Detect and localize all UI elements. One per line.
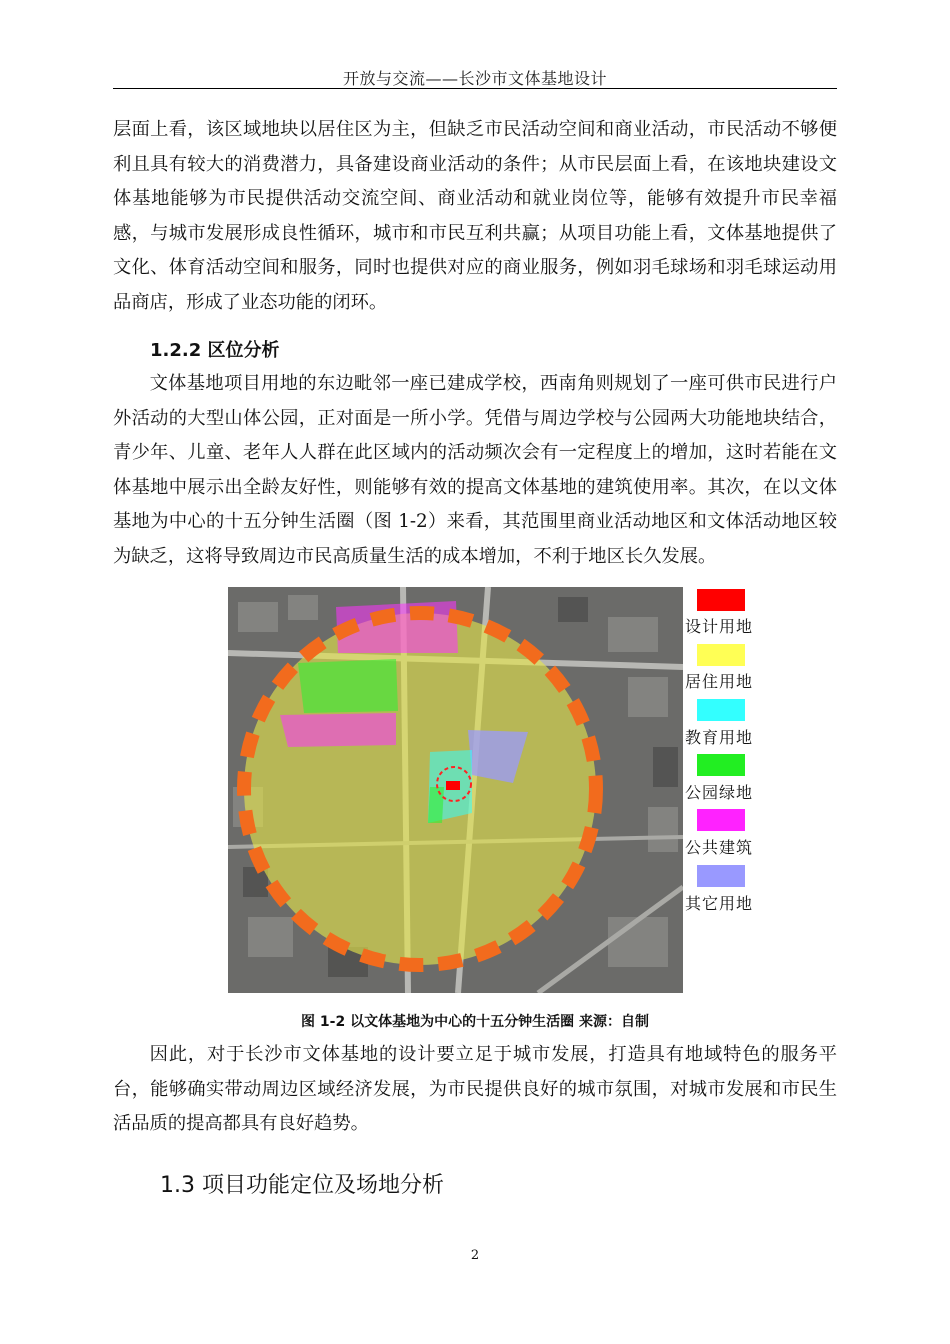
- legend-swatch-education: [697, 699, 745, 721]
- legend-swatch-residential: [697, 644, 745, 666]
- legend-swatch-design-site: [697, 589, 745, 611]
- figure-caption: 图 1-2 以文体基地为中心的十五分钟生活圈 来源：自制: [301, 1014, 649, 1030]
- running-header: 开放与交流——长沙市文体基地设计: [342, 69, 607, 88]
- paragraph-conclusion: 因此，对于长沙市文体基地的设计要立足于城市发展，打造具有地域特色的服务平台，能够确实带动周边区域经济发展，为市民提供良好的城市氛围，对城市发展和市民生活品质的提高都具有良好趋势。: [113, 1044, 837, 1135]
- legend-label-public-building: 公共建筑: [685, 838, 754, 857]
- map-image: [228, 587, 683, 993]
- legend-label-design-site: 设计用地: [685, 617, 754, 636]
- legend-label-residential: 居住用地: [685, 672, 754, 691]
- legend-label-park: 公园绿地: [685, 783, 754, 802]
- section-heading-location-analysis: 1.2.2 区位分析: [150, 340, 280, 361]
- legend-label-education: 教育用地: [685, 728, 754, 747]
- legend-swatch-public-building: [697, 809, 745, 831]
- paragraph-context: 层面上看，该区域地块以居住区为主，但缺乏市民活动空间和商业活动，市民活动不够便利且具有较大的消费潜力，具备建设商业活动的条件；从市民层面上看，在该地块建设文体基地能够为市民提供活动交流空间、商业活动和就业岗位等，能够有效提升市民幸福感，与城市发展形成良性循环，城市和市民互利共赢；从项目功能上看，文体基地提供了文化、体育活动空间和服务，同时也提供对应的商业服务，例如羽毛球场和羽毛球运动用品商店，形成了业态功能的闭环。: [113, 119, 837, 313]
- legend-swatch-park: [697, 754, 745, 776]
- paragraph-location: 文体基地项目用地的东边毗邻一座已建成学校，西南角则规划了一座可供市民进行户外活动的大型山体公园，正对面是一所小学。凭借与周边学校与公园两大功能地块结合，青少年、儿童、老年人人群在此区域内的活动频次会有一定程度上的增加，这时若能在文体基地中展示出全龄友好性，则能够有效的提高文体基地的建筑使用率。其次，在以文体基地为中心的十五分钟生活圈（图 1-2）来看，其范围里商业活动地区和文体活动地区较为缺乏，这将导致周边市民高质量生活的成本增加，不利于地区长久发展。: [113, 373, 837, 567]
- map-legend: [683, 587, 773, 917]
- map-figure: [228, 587, 683, 993]
- page-number: 2: [470, 1248, 480, 1263]
- header-rule: [113, 88, 837, 89]
- legend-label-other: 其它用地: [685, 894, 754, 913]
- legend-swatch-other: [697, 865, 745, 887]
- section-heading-positioning: 1.3 项目功能定位及场地分析: [160, 1173, 444, 1198]
